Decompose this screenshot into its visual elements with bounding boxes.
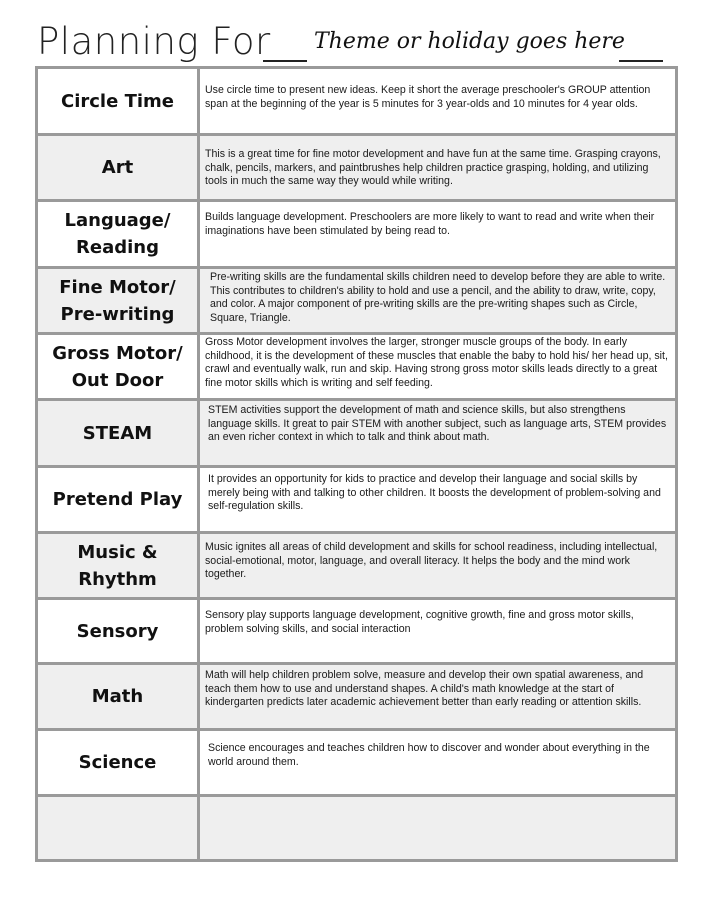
table-row — [38, 731, 675, 797]
table-row — [38, 797, 675, 859]
planning-table — [35, 66, 678, 862]
description-cell: Use circle time to present new ideas. Keep it short the average preschooler's GROUP attention span at the beginning of the year is 5 minutes for 3 year-olds and 10 minutes for 4 year olds. — [205, 84, 651, 110]
table-row — [38, 335, 675, 401]
subject-cell — [38, 600, 200, 662]
page-header — [37, 20, 697, 64]
subject-cell — [38, 401, 200, 465]
description-cell: Pre-writing skills are the fundamental skills children need to develop before they are able to write. This contributes to children's ability to hold and use a pencil, and the ability to draw, write, copy, and color. A major component of pre-writing skills are the pre-writing shapes such as Circle, Square, Triangle. — [210, 271, 666, 324]
table-row — [38, 468, 675, 534]
table-row — [38, 69, 675, 136]
subject-cell — [38, 468, 200, 531]
table-row — [38, 269, 675, 335]
description-cell — [200, 797, 675, 859]
table-row — [38, 136, 675, 202]
subject-label: Fine Motor/ Pre-writing — [59, 276, 176, 325]
description-cell: Science encourages and teaches children how to discover and wonder about everything in the world around them. — [208, 742, 650, 768]
description-cell: Math will help children problem solve, measure and develop their own spatial awareness, and teach them how to use and understand shapes. A child's math knowledge at the start of kindergarten predicts later academic achievement better than early reading or attention skills. — [205, 669, 644, 708]
description-cell: Sensory play supports language development, cognitive growth, fine and gross motor skills, problem solving skills, and social interaction — [205, 609, 634, 635]
subject-cell — [38, 665, 200, 728]
subject-cell — [38, 534, 200, 597]
page-title: Planning For — [37, 20, 271, 63]
subject-label: Pretend Play — [52, 489, 183, 510]
subject-cell — [38, 731, 200, 794]
subject-label: Gross Motor/ Out Door — [52, 342, 183, 391]
theme-placeholder: Theme or holiday goes here — [314, 29, 625, 54]
subject-label: Art — [101, 157, 134, 178]
subject-label: Language/ Reading — [64, 210, 171, 258]
description-cell: It provides an opportunity for kids to practice and develop their language and social skills by merely being with and talking to other children. It boosts the development of problem-solving and self-regulation skills. — [208, 473, 661, 512]
table-row — [38, 401, 675, 468]
subject-label: Music & Rhythm — [77, 541, 158, 590]
table-row — [38, 202, 675, 269]
subject-cell — [38, 335, 200, 398]
table-row — [38, 665, 675, 731]
table-row — [38, 534, 675, 600]
title-blank-line — [263, 60, 307, 62]
description-cell: STEM activities support the development of math and science skills, but also strengthens language skills. It great to pair STEM with another subject, such as language arts, STEM provides an even richer context in which to talk and think about math. — [208, 404, 667, 443]
subject-cell — [38, 136, 200, 199]
subject-cell — [38, 797, 200, 859]
description-cell: Gross Motor development involves the larger, stronger muscle groups of the body. In early childhood, it is the development of these muscles that enable the baby to hold his/ her head up, sit, crawl and eventually walk, run and skip. Having strong gross motor skills leads directly to a great fine motor skills which is writing and self feeding. — [205, 336, 668, 389]
subject-cell — [38, 202, 200, 266]
theme-blank-line — [619, 60, 663, 62]
subject-label: Science — [78, 752, 157, 773]
description-cell: This is a great time for fine motor development and have fun at the same time. Grasping crayons, chalk, pencils, markers, and paintbrushes help children practice grasping, holding, and utilizing tools in much the same way they would while writing. — [205, 148, 661, 187]
subject-cell — [38, 69, 200, 133]
subject-label: Circle Time — [61, 90, 174, 112]
subject-cell — [38, 269, 200, 332]
subject-label: Sensory — [76, 620, 159, 642]
description-cell: Music ignites all areas of child development and skills for school readiness, including intellectual, social-emotional, motor, language, and overall literacy. It helps the body and the mind work together. — [205, 541, 658, 580]
subject-label: STEAM — [82, 422, 153, 444]
table-row — [38, 600, 675, 665]
description-cell: Builds language development. Preschoolers are more likely to want to read and write when their imaginations have been stimulated by being read to. — [205, 211, 655, 237]
subject-label: Math — [91, 686, 144, 707]
